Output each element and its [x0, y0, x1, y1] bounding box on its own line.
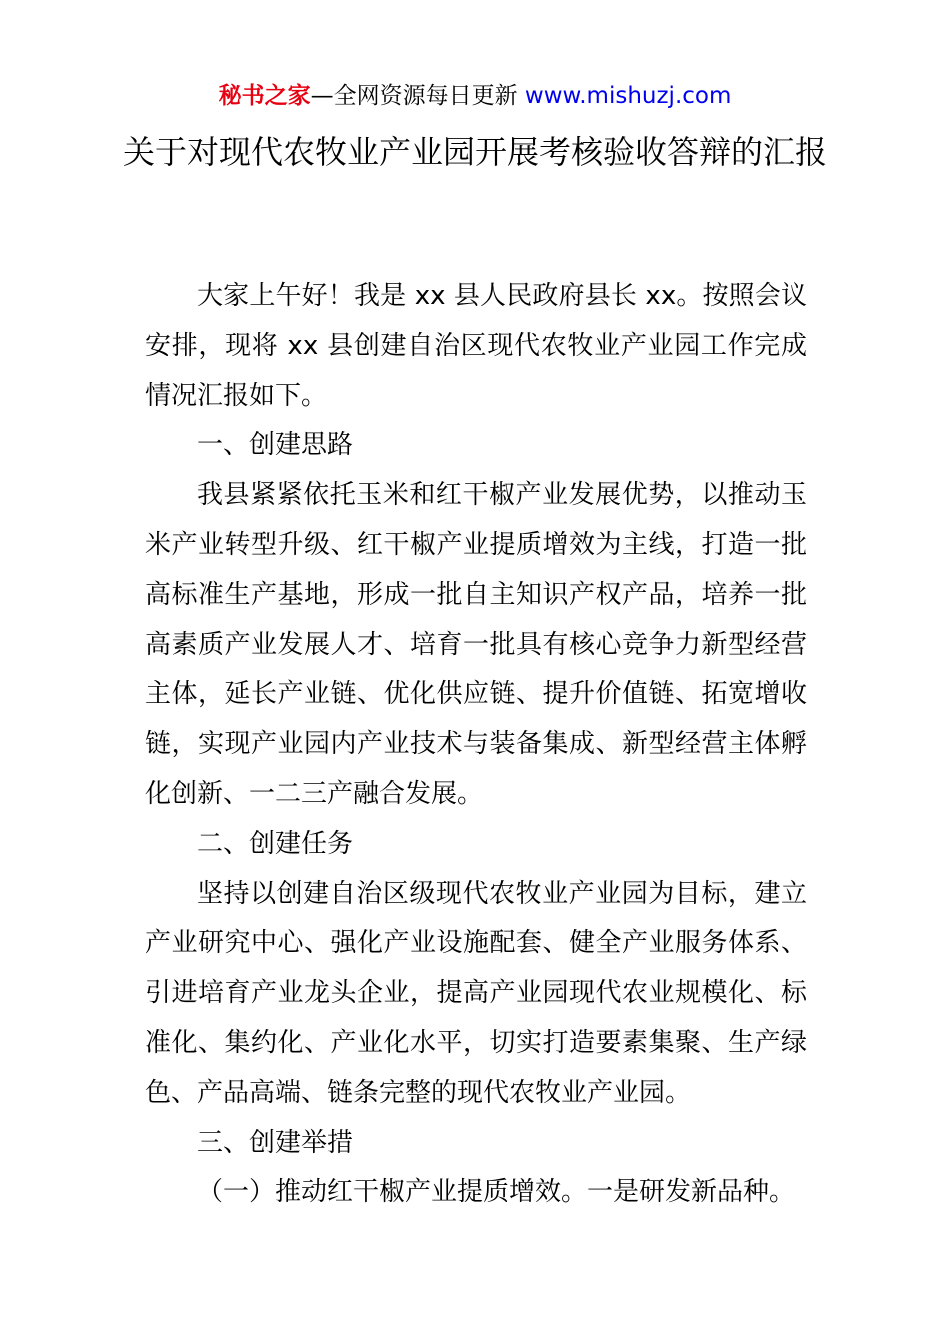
site-tagline: —全网资源每日更新	[310, 83, 525, 109]
site-url-link[interactable]: www.mishuzj.com	[524, 83, 732, 109]
paragraph-intro: 大家上午好！我是 xx 县人民政府县长 xx。按照会议安排，现将 xx 县创建自治区现代农牧业产业园工作完成情况汇报如下。	[145, 281, 807, 411]
paragraph-section-3-item-1: （一）推动红干椒产业提质增效。一是研发新品种。	[197, 1177, 796, 1208]
paragraph-section-1: 我县紧紧依托玉米和红干椒产业发展优势，以推动玉米产业转型升级、红干椒产业提质增效为主线，打造一批高标准生产基地，形成一批自主知识产权产品，培养一批高素质产业发展人才、培育一批具有核心竞争力新型经营主体，延长产业链、优化供应链、提升价值链、拓宽增收链，实现产业园内产业技术与装备集成、新型经营主体孵化创新、一二三产融合发展。	[145, 480, 807, 809]
site-header	[0, 80, 950, 112]
document-body	[145, 272, 807, 1218]
section-heading-2: 二、创建任务	[197, 828, 354, 859]
document-title: 关于对现代农牧业产业园开展考核验收答辩的汇报	[122, 133, 827, 171]
section-heading-3: 三、创建举措	[197, 1127, 354, 1158]
paragraph-section-2: 坚持以创建自治区级现代农牧业产业园为目标，建立产业研究中心、强化产业设施配套、健全产业服务体系、引进培育产业龙头企业，提高产业园现代农业规模化、标准化、集约化、产业化水平，切实打造要素集聚、生产绿色、产品高端、链条完整的现代农牧业产业园。	[145, 878, 807, 1108]
site-brand: 秘书之家	[218, 83, 311, 109]
section-heading-1: 一、创建思路	[197, 430, 354, 461]
